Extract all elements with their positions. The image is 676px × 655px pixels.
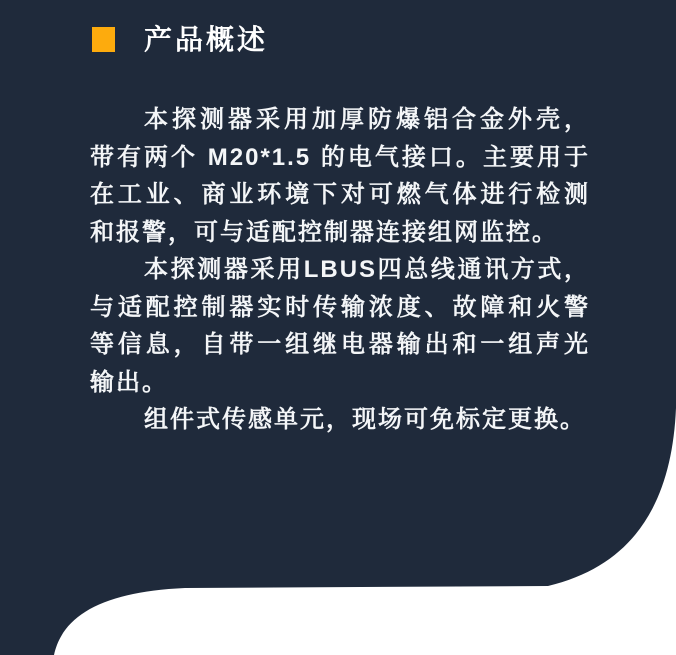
section-title: 产品概述 xyxy=(144,24,269,55)
paragraph-line: 和报警，可与适配控制器连接组网监控。 xyxy=(90,218,558,246)
paragraph-line: 在工业、商业环境下对可燃气体进行检测 xyxy=(90,181,590,208)
paragraph xyxy=(90,101,590,251)
paragraph xyxy=(90,251,590,401)
paragraph-line: 本探测器采用LBUS四总线通讯方式， xyxy=(144,256,590,283)
paragraph-line: 组件式传感单元，现场可免标定更换。 xyxy=(144,406,586,433)
paragraph xyxy=(90,401,590,439)
paragraph-line: 本探测器采用加厚防爆铝合金外壳， xyxy=(144,106,590,133)
paragraph-line: 与适配控制器实时传输浓度、故障和火警 xyxy=(90,293,590,321)
paragraph-line: 输出。 xyxy=(90,368,168,396)
body-text xyxy=(90,101,590,439)
section-bullet-square-icon xyxy=(92,27,115,52)
paragraph-line: 等信息，自带一组继电器输出和一组声光 xyxy=(90,331,590,358)
paragraph-line: 带有两个 M20*1.5 的电气接口。主要用于 xyxy=(90,143,590,171)
